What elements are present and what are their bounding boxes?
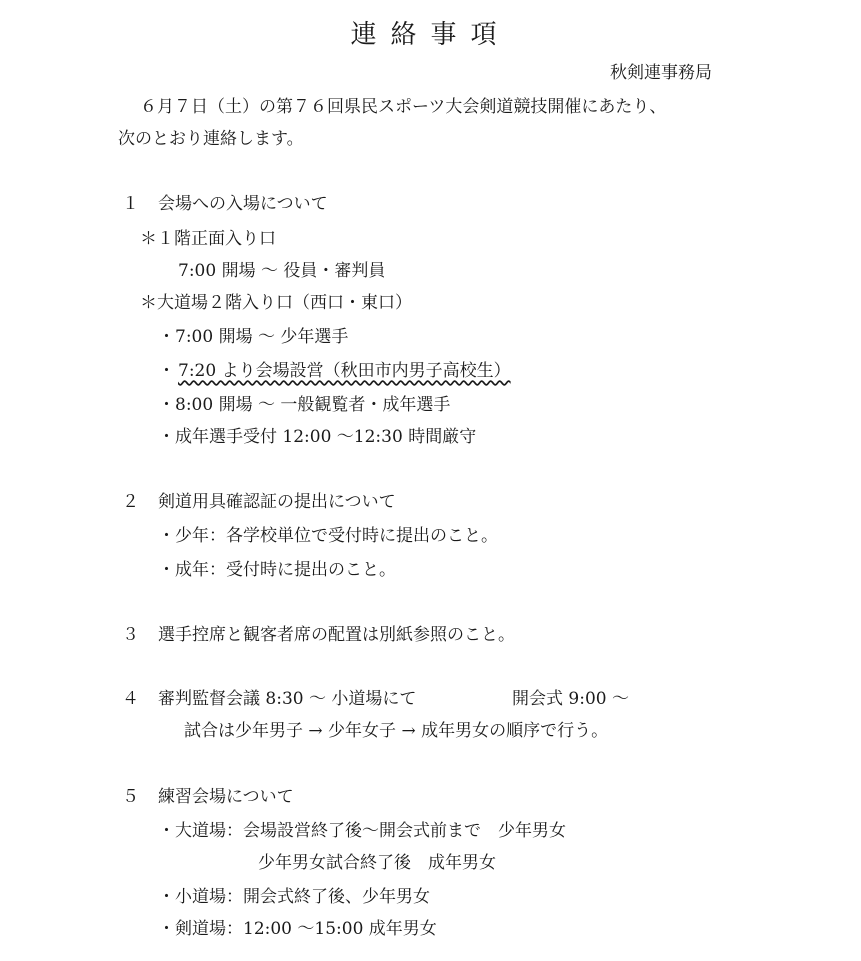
section-5-item-3: ・剣道場：12:00 ～15:00 成年男女	[158, 919, 437, 939]
section-2-item-2: ・成年：受付時に提出のこと。	[158, 560, 396, 580]
section-1-item-4: ・成年選手受付 12:00 ～12:30 時間厳守	[158, 427, 477, 447]
section-1-heading: 会場への入場について	[158, 194, 328, 214]
section-3-number: ３	[122, 625, 139, 645]
section-5-item-1-cont: 少年男女試合終了後 成年男女	[258, 853, 496, 873]
page-title: 連絡事項	[350, 20, 511, 50]
section-1-item-2-bullet: ・	[158, 361, 175, 381]
intro-line-1: ６月７日（土）の第７６回県民スポーツ大会剣道競技開催にあたり、	[140, 97, 667, 117]
section-4-number: ４	[122, 689, 139, 709]
section-1-item-1: ・7:00 開場 ～ 少年選手	[158, 327, 349, 347]
section-1-sub-1: ＊１階正面入り口	[140, 229, 276, 249]
section-3-heading: 選手控席と観客者席の配置は別紙参照のこと。	[158, 625, 515, 645]
section-5-number: ５	[122, 787, 139, 807]
intro-line-2: 次のとおり連絡します。	[118, 129, 304, 149]
section-1-sub-2: ＊大道場２階入り口（西口・東口）	[140, 293, 412, 313]
section-4-ceremony: 開会式 9:00 ～	[512, 689, 629, 709]
section-5-item-1: ・大道場：会場設営終了後～開会式前まで 少年男女	[158, 821, 566, 841]
section-2-heading: 剣道用具確認証の提出について	[158, 492, 396, 512]
section-1-sub-1-item: 7:00 開場 ～ 役員・審判員	[178, 261, 386, 281]
issuer: 秋剣連事務局	[610, 63, 712, 83]
section-1-number: １	[122, 194, 139, 214]
section-5-heading: 練習会場について	[158, 787, 294, 807]
section-1-item-2-text: 7:20 より会場設営（秋田市内男子高校生）	[178, 361, 511, 381]
section-2-number: ２	[122, 492, 139, 512]
section-2-item-1: ・少年：各学校単位で受付時に提出のこと。	[158, 526, 498, 546]
section-5-item-2: ・小道場：開会式終了後、少年男女	[158, 887, 430, 907]
section-4-order: 試合は少年男子 → 少年女子 → 成年男女の順序で行う。	[184, 721, 609, 741]
section-1-item-3: ・8:00 開場 ～ 一般観覧者・成年選手	[158, 395, 451, 415]
section-4-heading: 審判監督会議 8:30 ～ 小道場にて	[158, 689, 417, 709]
